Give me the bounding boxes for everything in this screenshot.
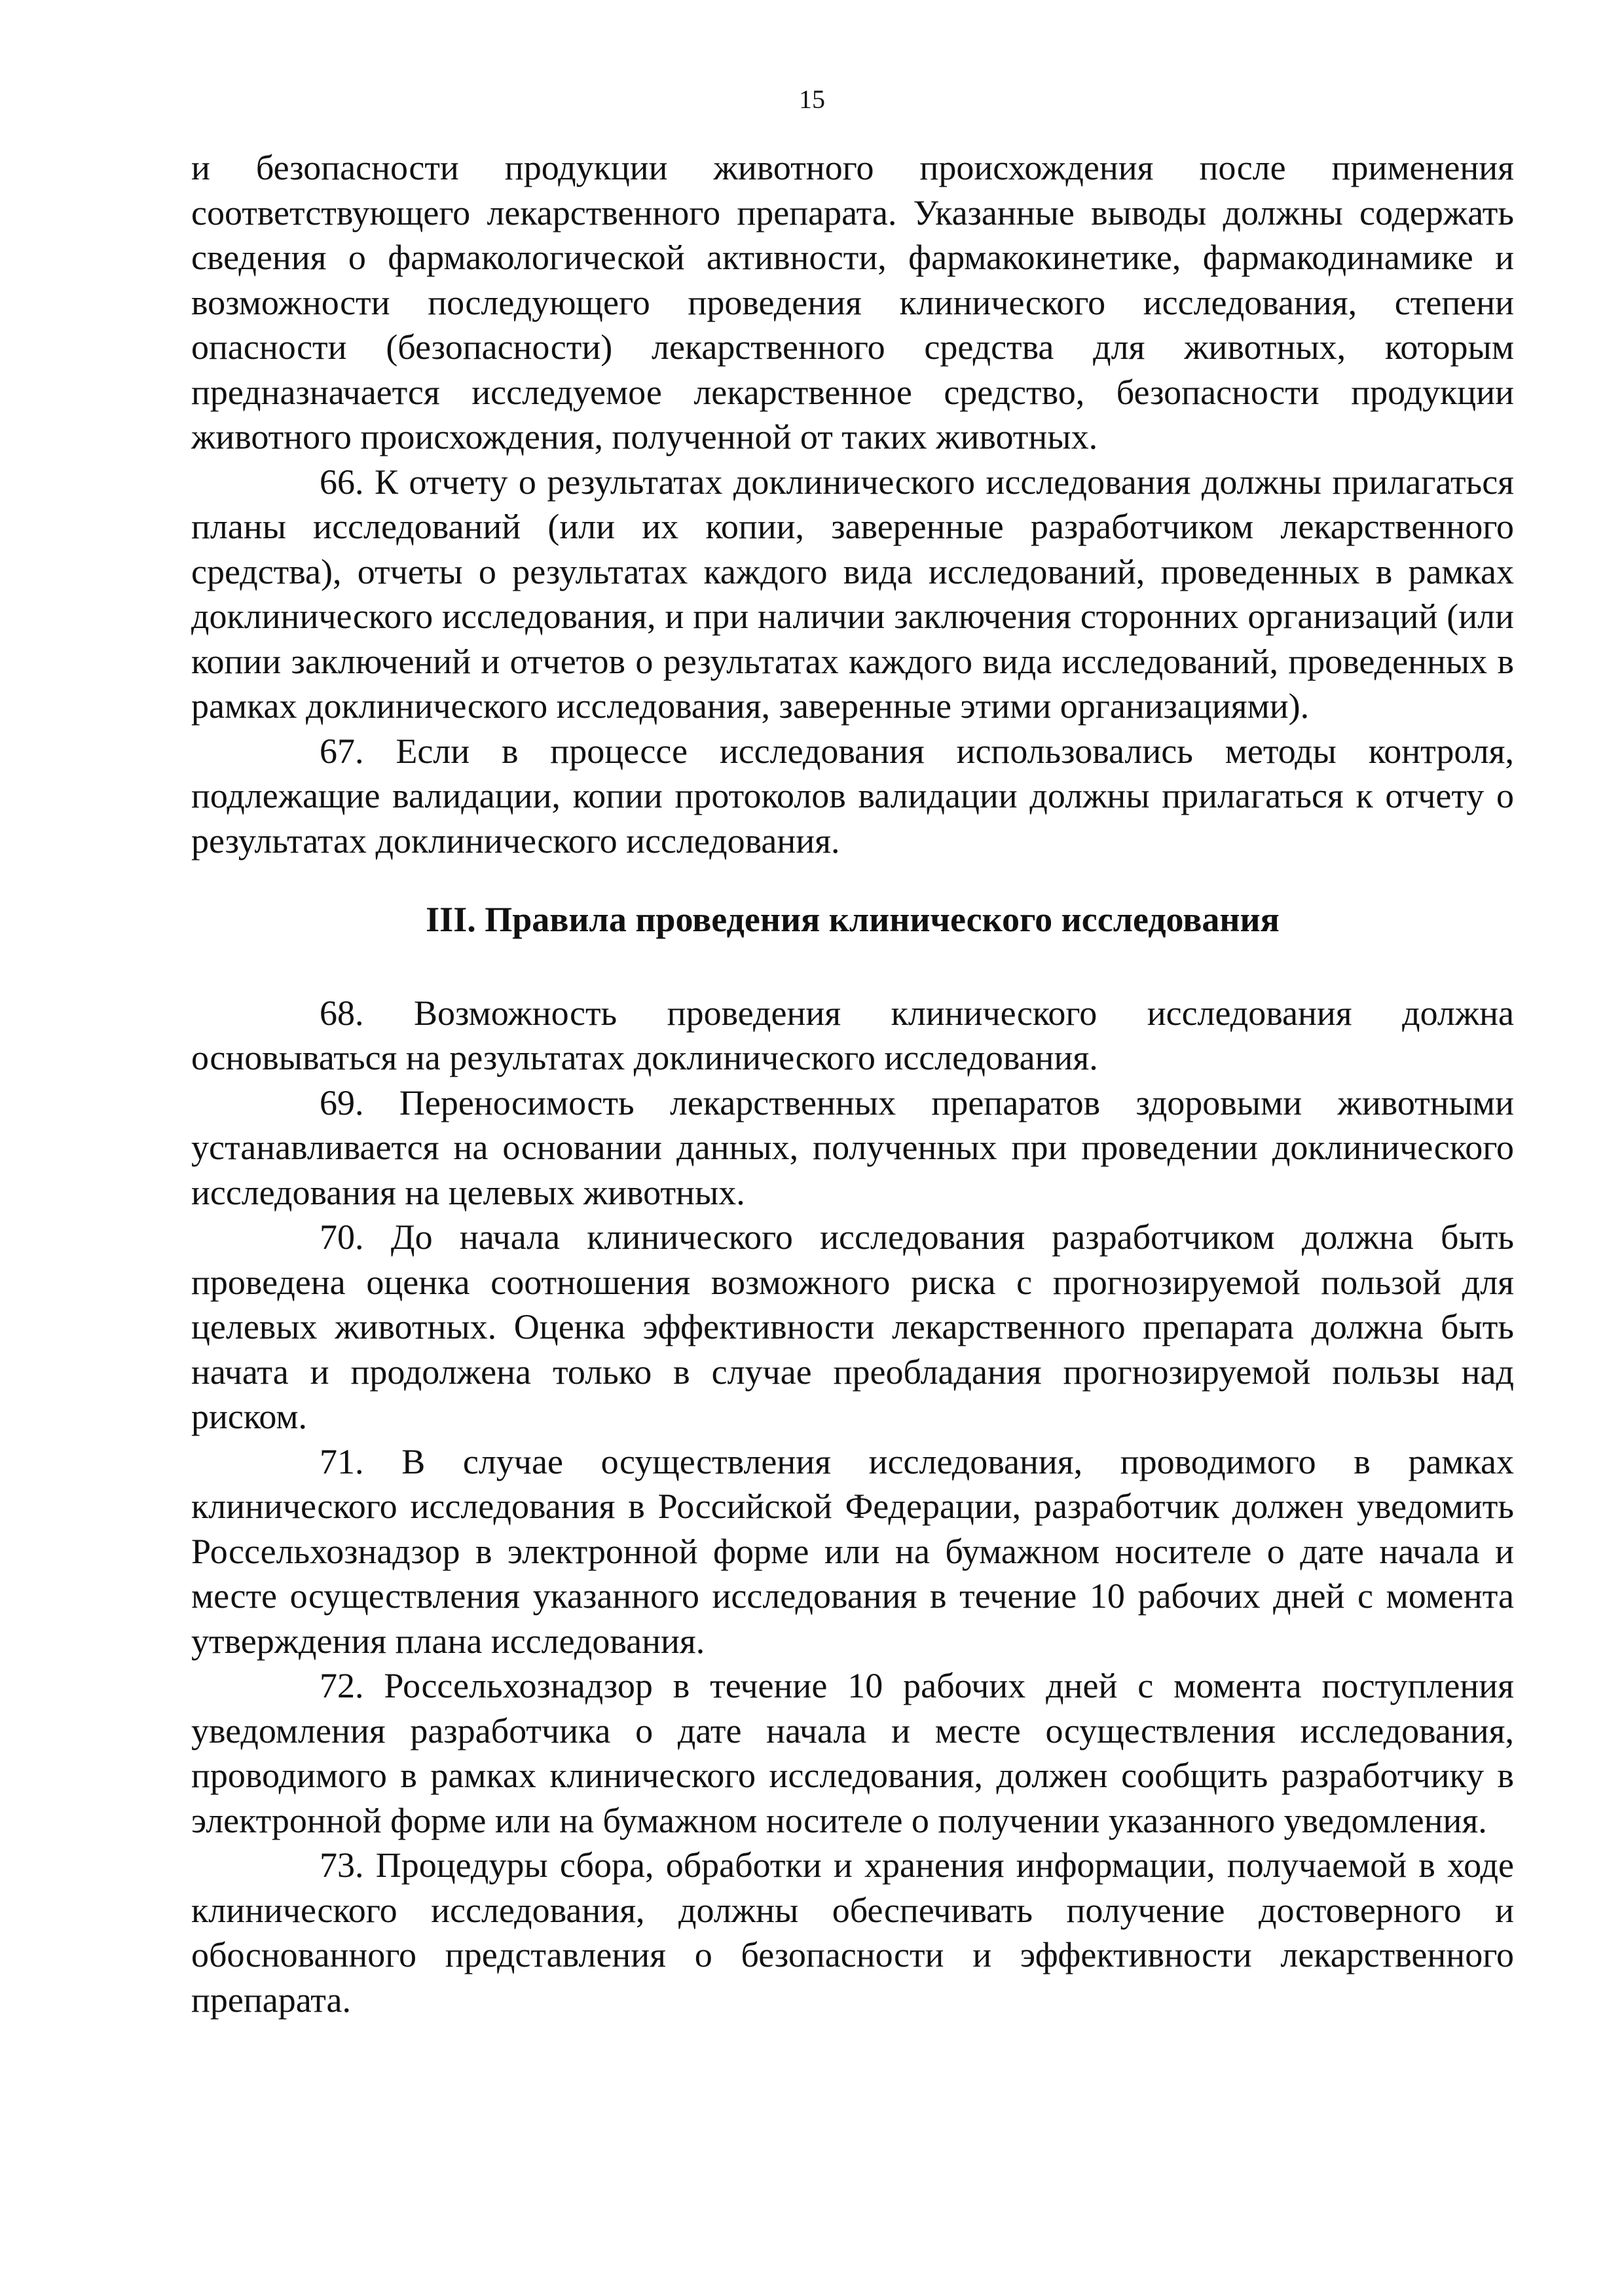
section-heading: III. Правила проведения клинического исследования [426, 900, 1280, 939]
paragraph-70: 70. До начала клинического исследования разработчиком должна быть проведена оценка соотношения возможного риска с прогнозируемой пользой для целевых животных. Оценка эффективности лекарственного препарата должна быть начата и продолжена только в случае преобладания прогнозируемой пользы над риском. [191, 1217, 1514, 1436]
paragraph-65-continuation: и безопасности продукции животного происхождения после применения соответствующего лекарственного препарата. Указанные выводы должны содержать сведения о фармакологической активности, фармакокинетике, фармакодинамике и возможности последующего проведения клинического исследования, степени опасности (безопасности) лекарственного средства для животных, которым предназначается исследуемое лекарственное средство, безопасности продукции животного происхождения, полученной от таких животных. [191, 148, 1514, 456]
paragraph-72: 72. Россельхознадзор в течение 10 рабочих дней с момента поступления уведомления разработчика о дате начала и месте осуществления исследования, проводимого в рамках клинического исследования, должен сообщить разработчику в электронной форме или на бумажном носителе о получении указанного уведомления. [191, 1666, 1514, 1840]
paragraph-66: 66. К отчету о результатах доклинического исследования должны прилагаться планы исследований (или их копии, заверенные разработчиком лекарственного средства), отчеты о результатах каждого вида исследований, проведенных в рамках доклинического исследования, и при наличии заключения сторонних организаций (или копии заключений и отчетов о результатах каждого вида исследований, проведенных в рамках доклинического исследования, заверенные этими организациями). [191, 462, 1514, 726]
paragraph-73: 73. Процедуры сбора, обработки и хранения информации, получаемой в ходе клинического исследования, должны обеспечивать получение достоверного и обоснованного представления о безопасности и эффективности лекарственного препарата. [191, 1845, 1514, 2020]
paragraph-68: 68. Возможность проведения клинического исследования должна основываться на результатах доклинического исследования. [191, 993, 1514, 1077]
paragraph-69: 69. Переносимость лекарственных препаратов здоровыми животными устанавливается на основании данных, полученных при проведении доклинического исследования на целевых животных. [191, 1083, 1514, 1212]
paragraph-71: 71. В случае осуществления исследования, проводимого в рамках клинического исследования в Российской Федерации, разработчик должен уведомить Россельхознадзор в электронной форме или на бумажном носителе о дате начала и месте осуществления указанного исследования в течение 10 рабочих дней с момента утверждения плана исследования. [191, 1441, 1514, 1661]
paragraph-67: 67. Если в процессе исследования использовались методы контроля, подлежащие валидации, копии протоколов валидации должны прилагаться к отчету о результатах доклинического исследования. [191, 731, 1514, 861]
document-body [191, 145, 1514, 2022]
page-number: 15 [799, 84, 825, 114]
